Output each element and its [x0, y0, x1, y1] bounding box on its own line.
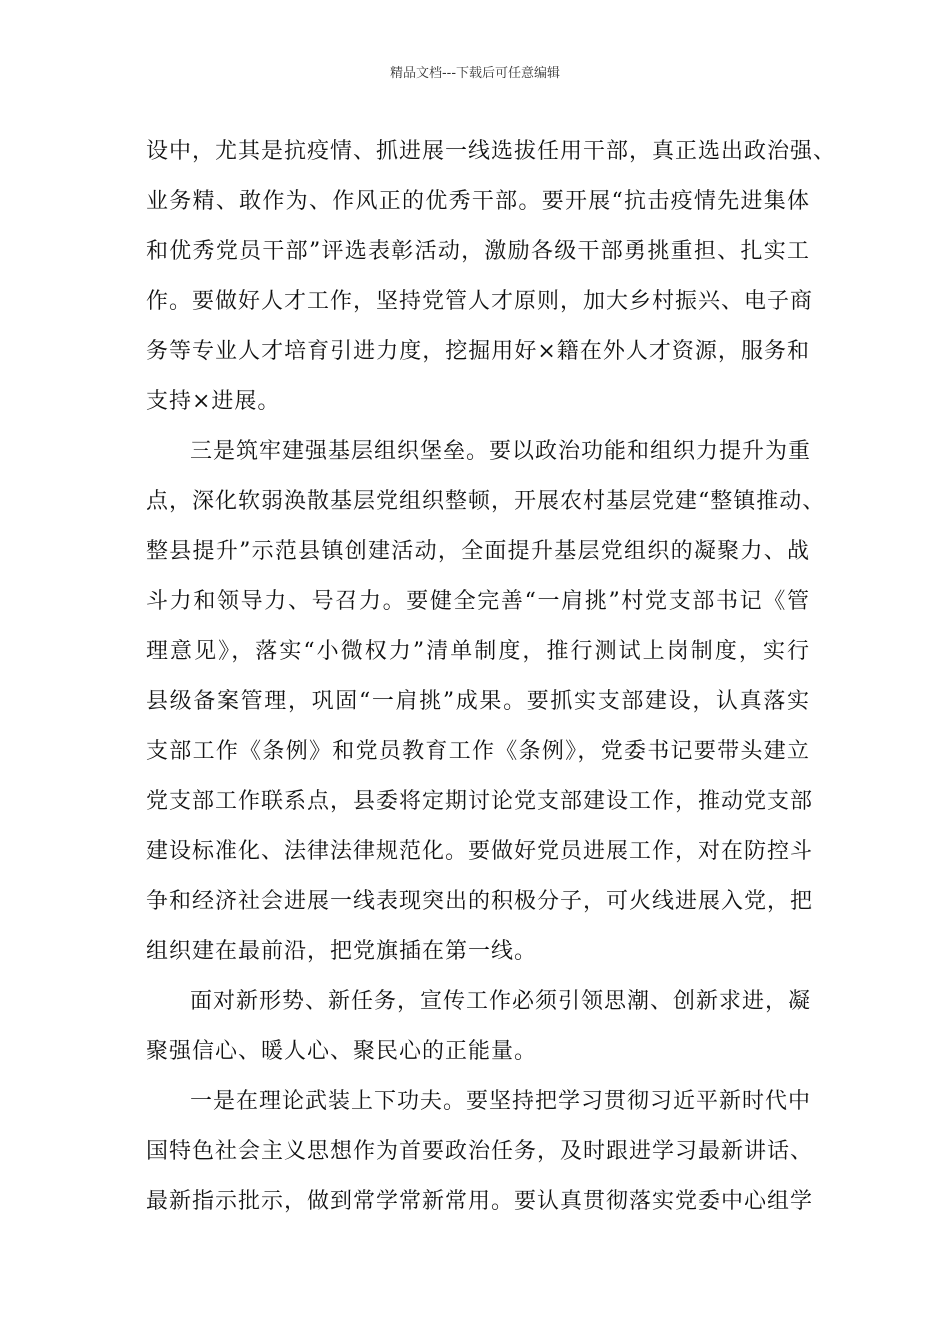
document-body — [146, 132, 837, 1232]
text-line: 一是在理论武装上下功夫。要坚持把学习贯彻习近平新时代中 — [190, 1089, 812, 1114]
page-header: 精品文档---下载后可任意编辑 — [389, 66, 561, 81]
text-line: 争和经济社会进展一线表现突出的积极分子，可火线进展入党，把 — [146, 889, 814, 914]
text-line: 最新指示批示，做到常学常新常用。要认真贯彻落实党委中心组学 — [146, 1189, 814, 1214]
text-line: 点，深化软弱涣散基层党组织整顿，开展农村基层党建“整镇推动、 — [146, 489, 826, 514]
text-line: 务等专业人才培育引进力度，挖掘用好×籍在外人才资源，服务和 — [146, 339, 810, 364]
text-line: 组织建在最前沿，把党旗插在第一线。 — [146, 939, 538, 964]
text-line: 建设标准化、法律法律规范化。要做好党员进展工作，对在防控斗 — [146, 839, 814, 864]
text-line: 整县提升”示范县镇创建活动，全面提升基层党组织的凝聚力、战 — [146, 539, 810, 564]
text-line: 斗力和领导力、号召力。要健全完善“一肩挑”村党支部书记《管 — [146, 589, 810, 614]
text-line: 面对新形势、新任务，宣传工作必须引领思潮、创新求进，凝 — [190, 989, 812, 1014]
text-line: 设中，尤其是抗疫情、抓进展一线选拔任用干部，真正选出政治强、 — [146, 139, 837, 164]
text-line: 业务精、敢作为、作风正的优秀干部。要开展“抗击疫情先进集体 — [146, 189, 810, 214]
text-line: 县级备案管理，巩固“一肩挑”成果。要抓实支部建设，认真落实 — [146, 689, 810, 714]
text-line: 支持×进展。 — [146, 389, 281, 414]
text-line: 作。要做好人才工作，坚持党管人才原则，加大乡村振兴、电子商 — [146, 289, 814, 314]
text-line: 和优秀党员干部”评选表彰活动，激励各级干部勇挑重担、扎实工 — [146, 239, 810, 264]
text-line: 支部工作《条例》和党员教育工作《条例》，党委书记要带头建立 — [146, 739, 810, 764]
text-line: 理意见》，落实“小微权力”清单制度，推行测试上岗制度，实行 — [146, 639, 810, 664]
text-line: 三是筑牢建强基层组织堡垒。要以政治功能和组织力提升为重 — [190, 439, 812, 464]
text-line: 党支部工作联系点，县委将定期讨论党支部建设工作，推动党支部 — [146, 789, 814, 814]
text-line: 国特色社会主义思想作为首要政治任务，及时跟进学习最新讲话、 — [146, 1139, 814, 1164]
text-line: 聚强信心、暖人心、聚民心的正能量。 — [146, 1039, 538, 1064]
